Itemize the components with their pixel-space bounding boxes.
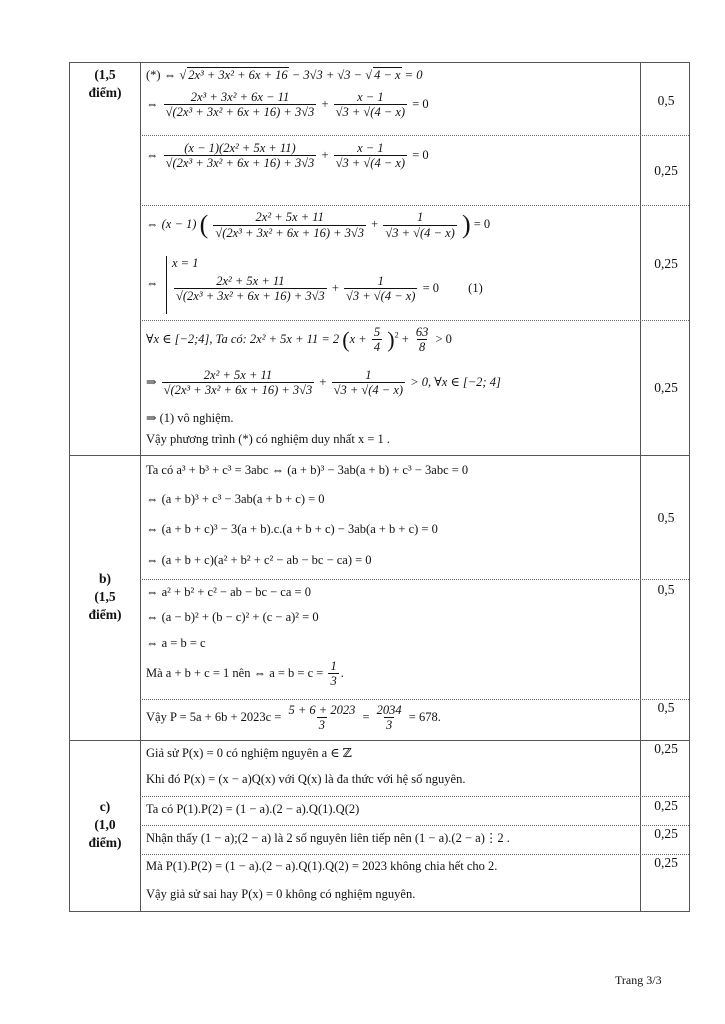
score: 0,5 — [657, 582, 675, 597]
equation-line: ⇔ $\frac{\text{(x − 1)(2x² + 5x + 11)}}{\text{√(2x³ + 3x² + 6x + 16) + 3√3}}$ + $\frac{x - 1}{√3 + √(4 - x)}$ = 0 — [146, 141, 429, 171]
equation-line: ⇔ $\frac{\text{2x³ + 3x² + 6x − 11}}{\text{√(2x³ + 3x² + 6x + 16) + 3√3}}$ + $\frac{x - 1}{√3 + √(4 - x)}$ = 0 — [146, 90, 429, 120]
score: 0,25 — [654, 163, 678, 178]
equation-line: ⇔ (a − b)² + (b − c)² + (c − a)² = 0 — [146, 610, 319, 624]
section-b-label: b) (1,5 điểm) — [88, 571, 122, 622]
row-divider — [140, 320, 689, 321]
equation-line: Ta có a³ + b³ + c³ = 3abc ⇔ (a + b)³ − 3ab(a + b) + c³ − 3abc = 0 — [146, 463, 469, 477]
column-divider — [140, 63, 141, 911]
equation-line: ⇔ (a + b + c)(a² + b² + c² − ab − bc − ca) = 0 — [146, 553, 372, 567]
equation-line: ∀x ∈ [−2;4], Ta có: 2x² + 5x + 11 = 2 (x + $\frac{5}{4}$ )$^2$ + $\frac{63}{8}$ > 0 — [146, 325, 452, 355]
equation-line: ⇔ a² + b² + c² − ab − bc − ca = 0 — [146, 585, 311, 599]
row-divider — [140, 699, 689, 700]
equation-system: ⇔ x = 1 $\frac{\text{2x² + 5x + 11}}{\text{√(2x³ + 3x² + 6x + 16) + 3√3}}$ + $\frac{1}{√3 + √(4 - x)}$ = 0 (1) — [146, 256, 640, 316]
text-line: Mà P(1).P(2) = (1 − a).(2 − a).Q(1).Q(2) = 2023 không chia hết cho 2. — [146, 859, 498, 873]
score: 0,25 — [654, 855, 678, 870]
text-line: Vậy giả sử sai hay P(x) = 0 không có nghiệm nguyên. — [146, 887, 416, 901]
text-line: Nhận thấy (1 − a);(2 − a) là 2 số nguyên liên tiếp nên (1 − a).(2 − a)⋮2 . — [146, 831, 510, 845]
score: 0,25 — [654, 798, 678, 813]
row-divider — [140, 135, 689, 136]
text-line: Giả sử P(x) = 0 có nghiệm nguyên a ∈ ℤ — [146, 746, 352, 760]
row-divider — [140, 579, 689, 580]
score: 0,25 — [654, 256, 678, 271]
system-bracket — [166, 256, 167, 314]
score: 0,5 — [657, 93, 675, 108]
equation-line: ⇔ a = b = c — [146, 636, 206, 650]
score: 0,25 — [654, 380, 678, 395]
equation-line: ⇔ (x − 1) ( $\frac{\text{2x² + 5x + 11}}{\text{√(2x³ + 3x² + 6x + 16) + 3√3}}$ + $\frac{1}{√3 + √(4 - x)}$ ) = 0 — [146, 210, 491, 240]
text-line: Vậy phương trình (*) có nghiệm duy nhất x = 1 . — [146, 432, 391, 446]
text-line: Khi đó P(x) = (x − a)Q(x) với Q(x) là đa thức với hệ số nguyên. — [146, 772, 466, 786]
section-a-label: (1,5 điểm) — [88, 67, 122, 100]
equation-line: ⇒ $\frac{\text{2x² + 5x + 11}}{\text{√(2x³ + 3x² + 6x + 16) + 3√3}}$ + $\frac{1}{√3 + √(4 - x)}$ > 0, ∀x ∈ [−2; 4] — [146, 368, 501, 398]
row-divider — [140, 854, 689, 855]
text-line: ⇒ (1) vô nghiệm. — [146, 411, 234, 425]
score: 0,5 — [657, 510, 675, 525]
equation-line: Mà a + b + c = 1 nên ⇔ a = b = c = $\frac{1}{3}$ . — [146, 659, 344, 689]
section-c-label: c) (1,0 điểm) — [88, 799, 122, 850]
text-line: Ta có P(1).P(2) = (1 − a).(2 − a).Q(1).Q(2) — [146, 802, 360, 816]
section-divider — [70, 740, 689, 741]
score: 0,25 — [654, 741, 678, 756]
row-divider — [140, 796, 689, 797]
score: 0,25 — [654, 826, 678, 841]
equation-line: (*) ⇔ √ 2x³ + 3x² + 6x + 16 − 3√3 + √3 − √ 4 − x = 0 — [146, 68, 423, 82]
equation-line: ⇔ (a + b + c)³ − 3(a + b).c.(a + b + c) − 3ab(a + b + c) = 0 — [146, 522, 438, 536]
equation-line: Vậy P = 5a + 6b + 2023c = $\frac{5 + 6 + 2023}{3}$ = $\frac{2034}{3}$ = 678. — [146, 703, 441, 733]
row-divider — [140, 825, 689, 826]
score: 0,5 — [657, 700, 675, 715]
section-divider — [70, 455, 689, 456]
page-number: Trang 3/3 — [615, 973, 662, 987]
column-divider — [640, 63, 641, 911]
row-divider — [140, 205, 689, 206]
equation-line: ⇔ (a + b)³ + c³ − 3ab(a + b + c) = 0 — [146, 492, 325, 506]
answer-table — [69, 62, 690, 912]
